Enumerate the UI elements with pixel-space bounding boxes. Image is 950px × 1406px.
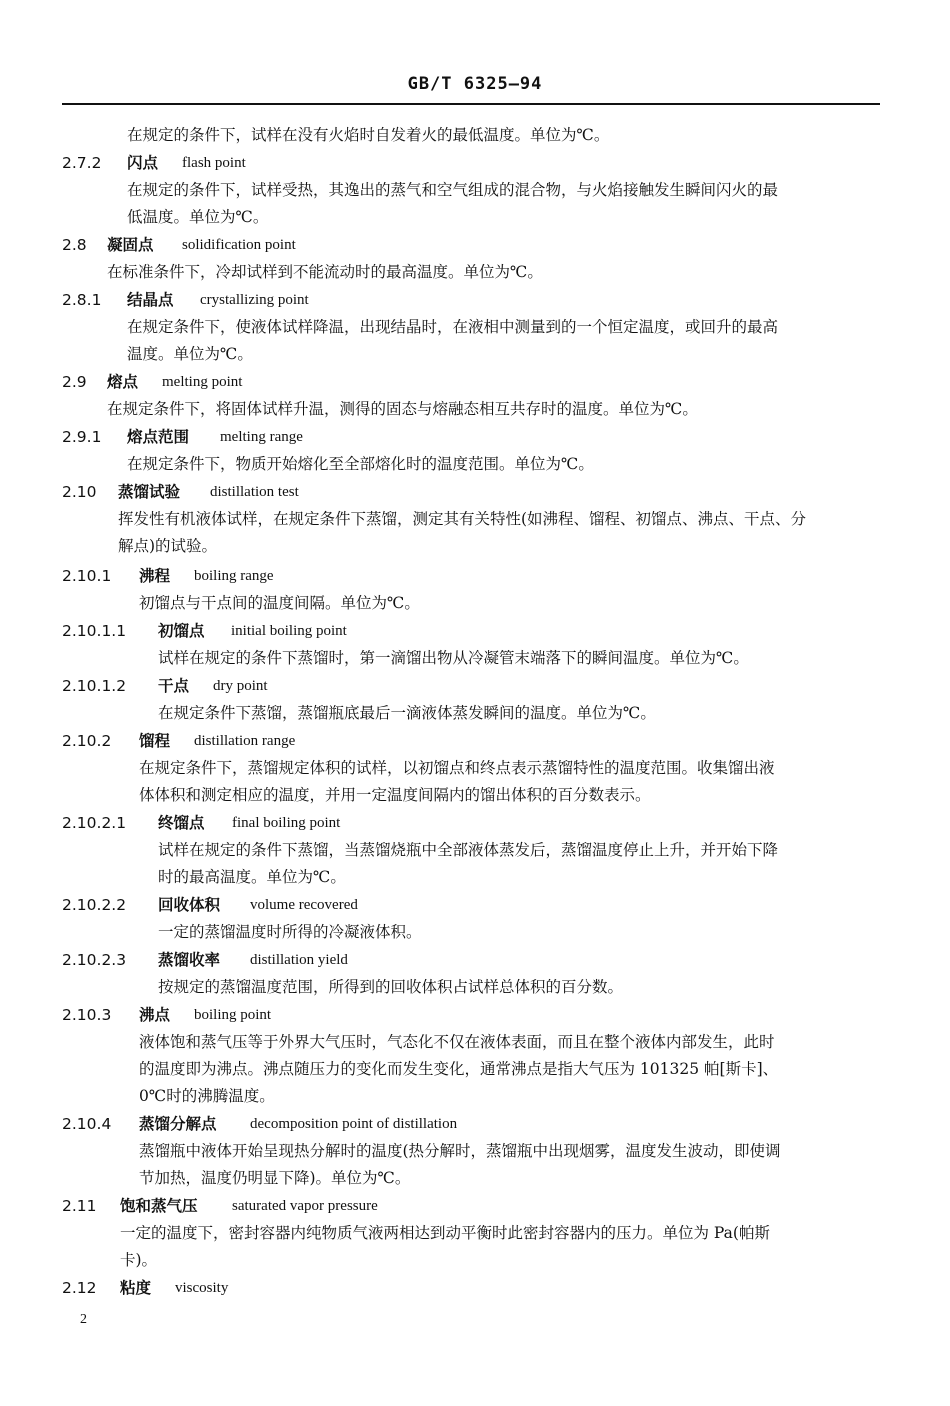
term-en: distillation range [194,733,296,749]
term-en: melting point [162,374,243,390]
body-text: 低温度。单位为℃。 [127,208,269,226]
term-zh: 结晶点 [127,290,174,309]
body-text: 蒸馏瓶中液体开始呈现热分解时的温度(热分解时，蒸馏瓶中出现烟雾，温度发生波动，即使调 [139,1142,781,1160]
body-text: 挥发性有机液体试样，在规定条件下蒸馏，测定其有关特性(如沸程、馏程、初馏点、沸点、干点、分 [118,510,807,528]
term-en: crystallizing point [200,292,309,308]
standard-code-header: GB/T 6325—94 [407,74,543,94]
term-zh: 凝固点 [107,235,154,254]
body-text: 试样在规定的条件下蒸馏，当蒸馏烧瓶中全部液体蒸发后，蒸馏温度停止上升，并开始下降 [158,841,779,859]
term-en: melting range [220,429,303,445]
term-zh: 熔点范围 [127,427,190,446]
body-text: 0℃时的沸腾温度。 [139,1087,275,1105]
section-number: 2.9.1 [62,428,102,446]
body-text: 卡)。 [120,1251,158,1269]
term-en: distillation yield [250,952,348,968]
body-text: 在规定的条件下，试样受热，其逸出的蒸气和空气组成的混合物，与火焰接触发生瞬间闪火的最 [127,181,779,199]
header-rule [62,103,880,105]
term-zh: 沸点 [139,1005,171,1024]
section-number: 2.10.2.2 [62,896,127,914]
term-en: boiling point [194,1007,272,1023]
term-zh: 蒸馏试验 [118,482,181,501]
term-zh: 粘度 [120,1278,152,1297]
body-text: 一定的蒸馏温度时所得的冷凝液体积。 [158,923,422,941]
term-zh: 干点 [158,676,190,695]
body-text: 按规定的蒸馏温度范围，所得到的回收体积占试样总体积的百分数。 [158,978,624,996]
body-text: 在规定条件下，物质开始熔化至全部熔化时的温度范围。单位为℃。 [127,455,594,473]
term-zh: 蒸馏收率 [158,950,221,969]
term-zh: 回收体积 [158,895,221,914]
section-number: 2.8 [62,236,87,254]
section-number: 2.12 [62,1279,97,1297]
term-en: distillation test [210,484,299,500]
body-text: 时的最高温度。单位为℃。 [158,868,346,886]
body-text: 在规定条件下蒸馏，蒸馏瓶底最后一滴液体蒸发瞬间的温度。单位为℃。 [158,704,656,722]
term-en: saturated vapor pressure [232,1198,378,1214]
body-text: 的温度即为沸点。沸点随压力的变化而发生变化，通常沸点是指大气压为 101325 帕[斯卡]、 [139,1060,779,1078]
section-number: 2.10.2.1 [62,814,127,832]
page-number: 2 [80,1312,87,1327]
term-en: volume recovered [250,897,358,913]
section-number: 2.10.1 [62,567,112,585]
term-en: boiling range [194,568,274,584]
term-zh: 馏程 [139,731,171,750]
body-text: 在规定条件下，使液体试样降温，出现结晶时，在液相中测量到的一个恒定温度，或回升的最高 [127,318,779,336]
term-zh: 熔点 [107,372,139,391]
body-text: 节加热，温度仍明显下降)。单位为℃。 [139,1169,411,1187]
section-number: 2.10.1.2 [62,677,127,695]
section-number: 2.7.2 [62,154,102,172]
body-text: 在标准条件下，冷却试样到不能流动时的最高温度。单位为℃。 [107,263,543,281]
section-number: 2.10.2.3 [62,951,127,969]
term-en: dry point [213,678,268,694]
section-number: 2.9 [62,373,87,391]
body-text: 在规定条件下，蒸馏规定体积的试样，以初馏点和终点表示蒸馏特性的温度范围。收集馏出液 [139,759,775,777]
term-zh: 饱和蒸气压 [120,1196,198,1215]
section-number: 2.10 [62,483,97,501]
section-number: 2.10.4 [62,1115,112,1133]
section-number: 2.10.3 [62,1006,112,1024]
term-en: viscosity [175,1280,229,1296]
body-text: 在规定条件下，将固体试样升温，测得的固态与熔融态相互共存时的温度。单位为℃。 [107,400,698,418]
section-number: 2.10.1.1 [62,622,127,640]
term-en: decomposition point of distillation [250,1116,458,1132]
body-text: 在规定的条件下，试样在没有火焰时自发着火的最低温度。单位为℃。 [127,126,610,144]
body-text: 一定的温度下，密封容器内纯物质气液两相达到动平衡时此密封容器内的压力。单位为 Pa(帕斯 [120,1224,770,1242]
term-zh: 闪点 [127,153,159,172]
section-number: 2.11 [62,1197,97,1215]
section-number: 2.10.2 [62,732,112,750]
term-en: initial boiling point [231,623,347,639]
body-text: 体体积和测定相应的温度，并用一定温度间隔内的馏出体积的百分数表示。 [139,786,651,804]
term-zh: 终馏点 [158,813,205,832]
body-text: 试样在规定的条件下蒸馏时，第一滴馏出物从冷凝管末端落下的瞬间温度。单位为℃。 [158,649,749,667]
body-text: 温度。单位为℃。 [127,345,253,363]
section-number: 2.8.1 [62,291,102,309]
term-zh: 沸程 [139,566,171,585]
term-en: flash point [182,155,246,171]
body-text: 液体饱和蒸气压等于外界大气压时，气态化不仅在液体表面，而且在整个液体内部发生，此时 [139,1033,775,1051]
term-en: final boiling point [232,815,341,831]
body-text: 解点)的试验。 [118,537,218,555]
term-en: solidification point [182,237,296,253]
body-text: 初馏点与干点间的温度间隔。单位为℃。 [139,594,420,612]
term-zh: 初馏点 [158,621,205,640]
term-zh: 蒸馏分解点 [139,1114,217,1133]
